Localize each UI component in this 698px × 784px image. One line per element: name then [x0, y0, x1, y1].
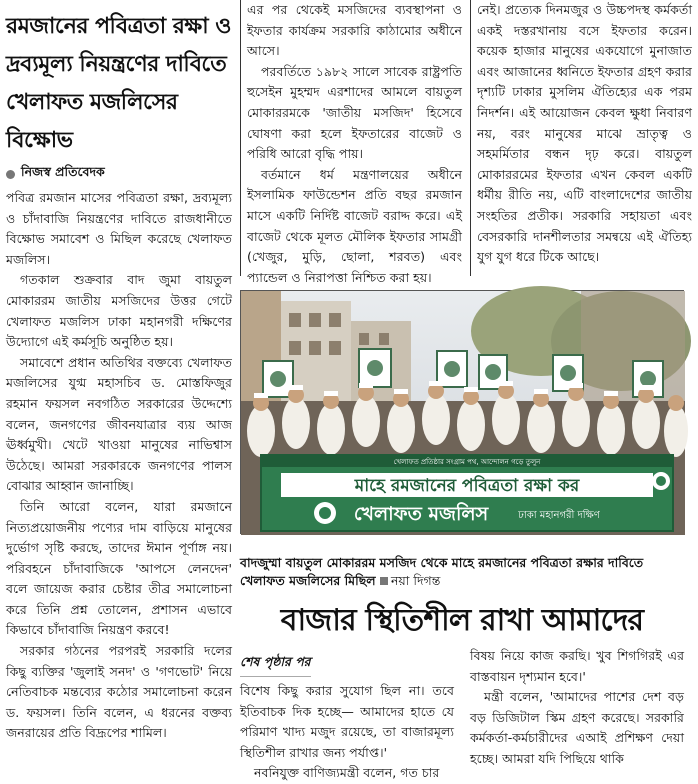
article-paragraph: বিশেষ কিছু করার সুযোগ ছিল না। তবে ইতিবাচক দিক হচ্ছে— আমাদের হাতে যে পরিমাণ খাদ্য মজুদ রয়েছে, তা বাজারমূল্য স্থিতিশীল রাখার জন্য পর্যাপ্ত।'	[240, 683, 454, 760]
second-story-headline: বাজার স্থিতিশীল রাখা আমাদের	[280, 603, 644, 638]
continuation-kicker: শেষ পৃষ্ঠার পর	[240, 654, 311, 677]
banner-main-text: মাহে রমজানের পবিত্রতা রক্ষা কর	[354, 476, 580, 496]
article-paragraph: পবিত্র রমজান মাসের পবিত্রতা রক্ষা, দ্রব্যমূল্য ও চাঁদাবাজি নিয়ন্ত্রণের দাবিতে রাজধানীতে বিক্ষোভ সমাবেশ ও মিছিল করেছে খেলাফত মজলিস।	[6, 190, 232, 267]
rally-photo-illustration	[241, 291, 685, 535]
protest-banner	[261, 455, 673, 531]
iftar-article-right-column	[470, 0, 692, 276]
article-paragraph: এর পর থেকেই মসজিদের ব্যবস্থাপনা ও ইফতার কার্যক্রম সরকারি কাঠামোর অধীনে আসে।	[247, 2, 462, 59]
article-paragraph: সরকার গঠনের পরপরই সরকারি দলের কিছু ব্যক্তির 'জুলাই সনদ' ও 'গণভোট' নিয়ে নেতিবাচক মন্তব্যের কঠোর সমালোচনা করেন ড. ফয়সল। তিনি বলেন, এ ধরনের বক্তব্য জনরায়ের প্রতি বিদ্রূপের শামিল।	[6, 643, 232, 741]
left-article	[6, 0, 232, 758]
banner-org-name: খেলাফত মজলিস	[353, 503, 489, 525]
banner-top-line: খেলাফত প্রতিষ্ঠার সংগ্রাম পথ, আন্দোলন গড়ে তুলুন	[393, 458, 541, 466]
photo-caption	[240, 554, 684, 590]
byline	[6, 164, 232, 184]
banner-org-sub: ঢাকা মহানগরী দক্ষিণ	[518, 510, 600, 521]
rally-photo	[240, 290, 684, 534]
caption-source-text: নয়া দিগন্ত	[390, 573, 441, 588]
second-story-left-column	[240, 646, 454, 781]
article-paragraph: পরবর্তিতে ১৯৮২ সালে সাবেক রাষ্ট্রপতি হুসেইন মুহম্মদ এরশাদের আমলে বায়তুল মোকাররমকে 'জাতীয় মসজিদ' হিসেবে ঘোষণা করা হলে ইফতারের বাজেট ও পরিধি আরো বৃদ্ধি পায়।	[247, 63, 462, 162]
article-paragraph: গতকাল শুক্রবার বাদ জুমা বায়তুল মোকাররম জাতীয় মসজিদের উত্তর গেটে খেলাফত মজলিস ঢাকা মহানগরী দক্ষিণের উদ্যোগে এই কর্মসূচি অনুষ্ঠিত হয়।	[6, 272, 232, 350]
article-paragraph: বিষয় নিয়ে কাজ করছি। খুব শিগগিরই এর বাস্তবায়ন দৃশ্যমান হবে।'	[470, 648, 684, 684]
second-story-right-column	[470, 646, 684, 766]
article-headline: রমজানের পবিত্রতা রক্ষা ও দ্রব্যমূল্য নিয়ন্ত্রণের দাবিতে খেলাফত মজলিসের বিক্ষোভ	[6, 14, 231, 153]
iftar-article-middle-column	[240, 0, 462, 285]
caption-source	[380, 572, 440, 590]
article-paragraph: নেই। প্রত্যেক দিনমজুর ও উচ্চপদস্থ কর্মকর্তা একই দস্তরখানায় বসে ইফতার করেন। কয়েক হাজার মানুষের একযোগে মুনাজাত এবং আজানের ধ্বনিতে ইফতার গ্রহণ করার দৃশ্যটি ঢাকার মুসলিম ঐতিহ্যের এক পরম নিদর্শন। এই আয়োজন কেবল ক্ষুধা নিবারণ নয়, বরং মানুষের মাঝে ভ্রাতৃত্ব ও সহমর্মিতার বন্ধন দৃঢ় করে। বায়তুল মোকাররমের ইফতার এখন কেবল একটি ধর্মীয় রীতি নয়, এটি বাংলাদেশের জাতীয় সংহতির প্রতীক। সরকারি সহায়তা এবং বেসরকারি দানশীলতার সমন্বয়ে এই ঐতিহ্য যুগ যুগ ধরে টিকে আছে।	[477, 2, 692, 265]
article-paragraph: সমাবেশে প্রধান অতিথির বক্তব্যে খেলাফত মজলিসের যুগ্ম মহাসচিব ড. মোস্তফিজুর রহমান ফয়সল নবগঠিত সরকারের উদ্দেশ্যে বলেন, জনগণের জীবনযাত্রার ব্যয় আজ ঊর্ধ্বমুখী। খেটে খাওয়া মানুষের নাভিশ্বাস উঠেছে। আমরা সরকারকে জনগণের পালস বোঝার আহ্বান জানাচ্ছি।	[6, 354, 232, 494]
article-paragraph: বর্তমানে ধর্ম মন্ত্রণালয়ের অধীনে ইসলামিক ফাউন্ডেশন প্রতি বছর রমজান মাসে একটি নির্দিষ্ট বাজেট বরাদ্দ করে। এই বাজেট থেকে মূলত মৌলিক ইফতার সামগ্রী (খেজুর, মুড়ি, ছোলা, শরবত) এবং প্যান্ডেল ও নিরাপত্তা নিশ্চিত করা হয়।	[247, 166, 462, 285]
caption-text: বাদজুম্মা বায়তুল মোকাররম মসজিদ থেকে মাহে রমজানের পবিত্রতা রক্ষার দাবিতে খেলাফত মজলিসের মিছিল	[240, 555, 644, 588]
article-paragraph: নবনিযুক্ত বাণিজ্যমন্ত্রী বলেন, গত চার	[254, 765, 440, 781]
article-paragraph: মন্ত্রী বলেন, 'আমাদের পাশের দেশ বড় বড় ডিজিটাল স্কিম গ্রহণ করেছে। সরকারি কর্মকর্তা-কর্মচারীদের এআই প্রশিক্ষণ দেয়া হচ্ছে। আমরা যদি পিছিয়ে থাকি	[470, 689, 684, 766]
byline-text: নিজস্ব প্রতিবেদক	[21, 164, 105, 179]
article-paragraph: তিনি আরো বলেন, যারা রমজানে নিত্যপ্রয়োজনীয় পণ্যের দাম বাড়িয়ে মানুষের দুর্ভোগ সৃষ্টি করছে, তাদের ঈমান পূর্ণাঙ্গ নয়। পরিবহনে চাঁদাবাজিকে 'আপসে লেনদেন' বলে জায়েজ করার চেষ্টার তীব্র সমালোচনা করে তিনি প্রশ্ন তোলেন, প্রশাসন এভাবে কিভাবে চাঁদাবাজি নিয়ন্ত্রণ করবে!	[6, 498, 232, 638]
bullet-icon	[6, 170, 15, 179]
square-bullet-icon	[380, 577, 388, 585]
